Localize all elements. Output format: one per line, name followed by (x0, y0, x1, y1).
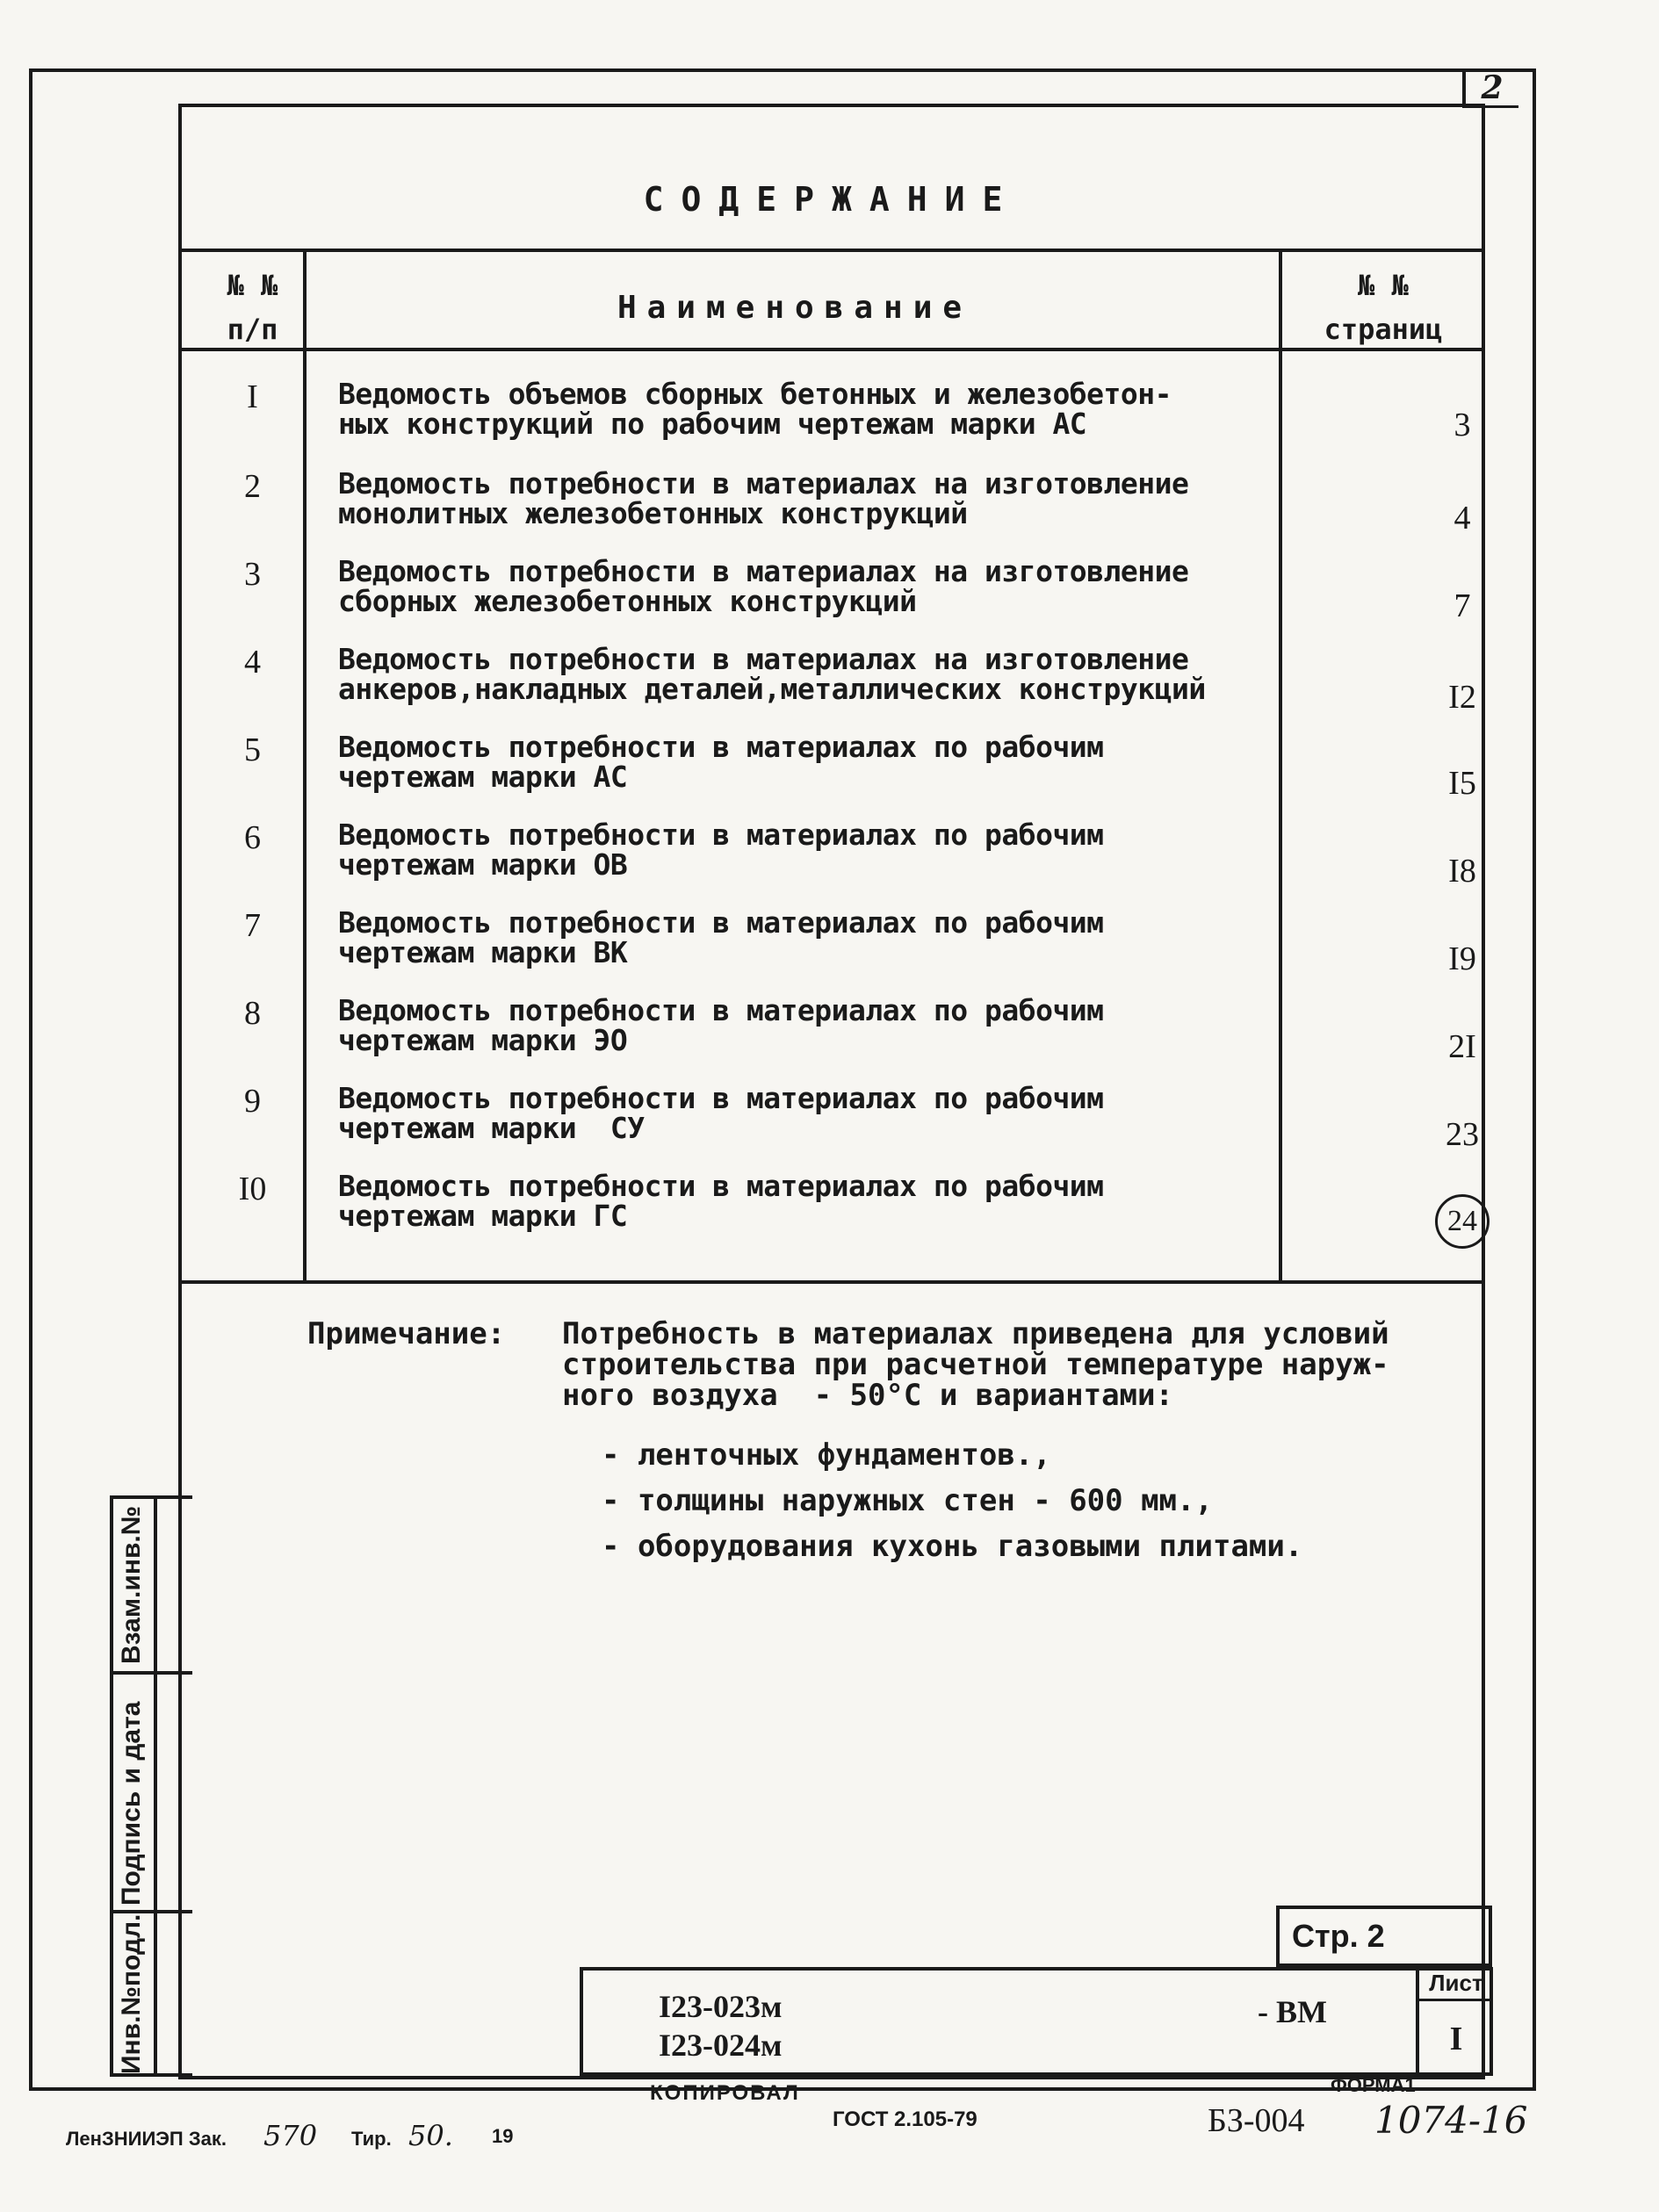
row-name: Ведомость потребности в материалах по рабочим чертежам марки ВК (338, 905, 1104, 969)
sheet-label: Лист (1429, 1970, 1483, 1996)
header-num-top: № № (227, 269, 278, 302)
row-number: I0 (238, 1171, 267, 1207)
gost-label: ГОСТ 2.105-79 (833, 2108, 977, 2131)
row-page: I9 (1448, 940, 1476, 977)
order-number: 570 (263, 2119, 318, 2152)
row-page: 23 (1446, 1116, 1479, 1153)
row-page: 3 (1453, 407, 1471, 443)
header-page-col (1282, 263, 1484, 351)
side-stamp-divider (154, 1495, 157, 2077)
print-label: Тир. (351, 2128, 392, 2150)
inner-frame-top (178, 104, 1485, 107)
row-name: Ведомость потребности в материалах на изготовление анкеров,накладных деталей,металлических конструкций (338, 642, 1206, 706)
table-bottom-line (182, 1280, 1482, 1284)
mark: - ВМ (1258, 1994, 1327, 2029)
signature-date-label: Подпись и дата (117, 1701, 146, 1906)
row-name: Ведомость потребности в материалах на изготовление монолитных железобетонных конструкций (338, 466, 1189, 530)
code-2: I23-024м (659, 2028, 783, 2063)
header-num-bottom: п/п (227, 313, 278, 346)
sheet-value: I (1449, 2021, 1463, 2057)
row-page: I5 (1448, 765, 1476, 802)
row-name: Ведомость потребности в материалах по рабочим чертежам марки ГС (338, 1169, 1104, 1233)
side-stamp-sep-2 (110, 1910, 192, 1913)
row-name: Ведомость потребности в материалах по рабочим чертежам марки ОВ (338, 818, 1104, 882)
format-label: ФОРМА1 (1331, 2074, 1416, 2096)
row-number: 6 (244, 819, 261, 856)
row-name: Ведомость потребности в материалах по рабочим чертежам марки ЭО (338, 993, 1104, 1057)
row-page: I2 (1448, 679, 1476, 716)
row-page: 4 (1453, 500, 1471, 537)
year-label: 19 (492, 2125, 514, 2147)
header-name-col: Наименование (617, 290, 973, 326)
side-stamp-sep-1 (110, 1671, 192, 1675)
note-item: - оборудования кухонь газовыми плитами. (602, 1529, 1303, 1564)
row-name: Ведомость потребности в материалах по рабочим чертежам марки АС (338, 730, 1104, 794)
handwritten-number: 1074-16 (1374, 2099, 1528, 2142)
note-text: Потребность в материалах приведена для условий строительства при расчетной температуре наруж- ного воздуха - 50°С и вариантами: (562, 1316, 1389, 1413)
row-number: 4 (244, 644, 261, 681)
row-page: I8 (1448, 853, 1476, 890)
replace-inv-label: Взам.инв.№ (117, 1505, 146, 1664)
note-item: - толщины наружных стен - 600 мм., (602, 1483, 1213, 1518)
copied-label: КОПИРОВАЛ (650, 2081, 800, 2105)
row-number: 7 (244, 907, 261, 944)
table-top-line (182, 249, 1482, 252)
row-number: 3 (244, 556, 261, 593)
inv-no-label: Инв.№подл. (117, 1913, 146, 2074)
row-number: 2 (244, 468, 261, 505)
row-number: I (247, 378, 258, 415)
row-page (1361, 1194, 1563, 1249)
sheet-label-line (1416, 1999, 1493, 2001)
print-number: 50. (408, 2119, 453, 2152)
code-1: I23-023м (659, 1989, 783, 2024)
org-label: ЛенЗНИИЭП Зак. (66, 2128, 227, 2150)
row-number: 9 (244, 1083, 261, 1120)
header-page-bottom: страниц (1324, 313, 1443, 346)
title-codes (659, 1987, 783, 2064)
row-page: 2I (1448, 1028, 1476, 1065)
row-number: 8 (244, 995, 261, 1032)
circled-page-number: 24 (1435, 1194, 1489, 1249)
row-page: 7 (1453, 587, 1471, 624)
page-label: Стр. 2 (1292, 1918, 1385, 1954)
header-num-col (198, 263, 307, 351)
header-page-top: № № (1358, 269, 1409, 302)
note-label: Примечание: (307, 1316, 506, 1351)
page-label-box (1276, 1906, 1492, 1967)
row-name: Ведомость потребности в материалах на изготовление сборных железобетонных конструкций (338, 554, 1189, 618)
page-title: СОДЕРЖАНИЕ (643, 180, 1021, 219)
sheet-number: 2 (1462, 70, 1518, 108)
row-name: Ведомость потребности в материалах по рабочим чертежам марки СУ (338, 1081, 1104, 1145)
doc-code: БЗ-004 (1208, 2102, 1305, 2139)
row-number: 5 (244, 731, 261, 768)
note-item: - ленточных фундаментов., (602, 1437, 1051, 1473)
row-name: Ведомость объемов сборных бетонных и железобетон- ных конструкций по рабочим чертежам марки АС (338, 377, 1172, 441)
